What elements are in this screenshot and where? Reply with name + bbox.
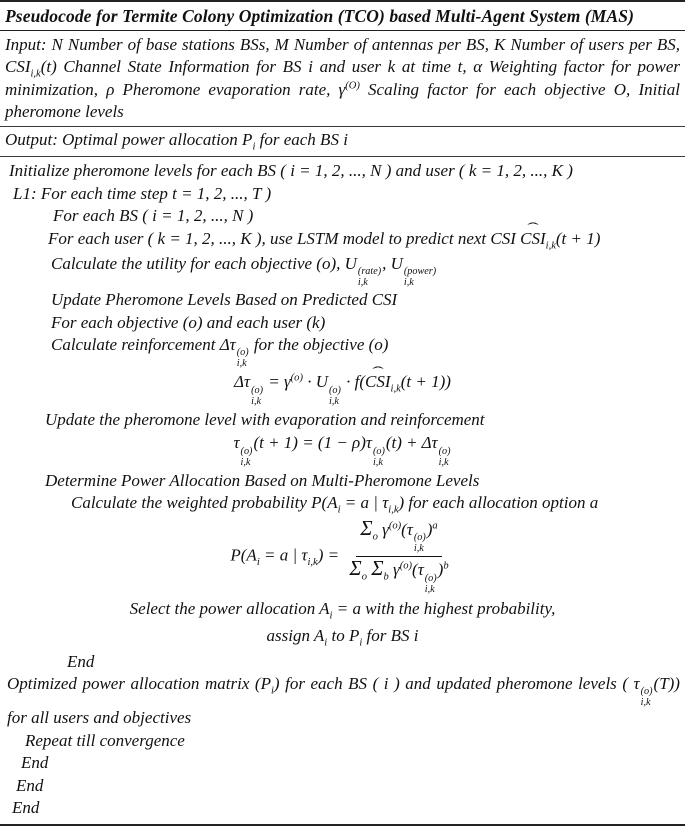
- line-select-allocation: Select the power allocation $A_i = a$ with the highest probability,: [129, 598, 556, 622]
- equation-pheromone-update: τ (o) i,k (t + 1) = (1 − ρ)τ (o) i,k (t) + Δτ (o) i,k: [233, 433, 451, 468]
- line-end-inner-loop: End: [67, 651, 95, 671]
- input-section: [0, 31, 685, 127]
- line-update-pheromone-heading: Update Pheromone Levels Based on Predicted CSI: [51, 290, 398, 310]
- line-end-1: End: [12, 798, 40, 818]
- line-assign-allocation: assign $A_i$ to $P_i$ for BS i: [266, 625, 419, 649]
- equation-reinforcement: Δτ (o) i,k = $\gamma^{(o)} \cdot U$ (o) i,k · f(CSI ˆ$_{i,k}$(t + 1)): [5, 370, 680, 408]
- line-for-each-objective: For each objective (o) and each user (k): [51, 312, 326, 332]
- line-update-pheromone-level: Update the pheromone level with evaporation and reinforcement: [45, 409, 485, 429]
- line-l1-time-loop: L1: For each time step t = 1, 2, ..., T ): [13, 183, 272, 203]
- line-calculate-weighted-probability: Calculate the weighted probability $P(A_i = a$ | $\tau_{i,k}$) for each allocation option a: [71, 493, 599, 516]
- line-calculate-reinforcement: Calculate reinforcement Δτ (o) i,k for the objective (o): [51, 335, 389, 370]
- pseudocode-title: Pseudocode for Termite Colony Optimization (TCO) based Multi-Agent System (MAS): [0, 2, 685, 31]
- pseudocode-body: [0, 157, 685, 824]
- line-repeat-till-convergence: Repeat till convergence: [25, 730, 185, 750]
- input-description: Input: N Number of base stations BSs, M Number of antennas per BS, K Number of users per BS, $CSI_{i,k}(t)$ Channel State Information for BS i and user k at time t, α Weighting factor for power minimization, ρ Pheromone evaporation rate, $\gamma^{(O)}$ Scaling factor for each objective O, Initial pheromone levels: [5, 35, 680, 121]
- line-determine-power-allocation: Determine Power Allocation Based on Multi-Pheromone Levels: [45, 470, 480, 490]
- line-calculate-utility: Calculate the utility for each objective (o), U (rate) i,k , U (power) i,k: [51, 253, 437, 289]
- line-end-3: End: [21, 753, 49, 773]
- line-for-each-bs: For each BS ( i = 1, 2, ..., N ): [53, 206, 254, 226]
- output-section: [0, 127, 685, 157]
- line-optimized-output: Optimized power allocation matrix $(P_i)$ for each BS ( i ) and updated pheromone levels ( τ (o) i,k (T)) for all users and objectives: [7, 674, 680, 728]
- line-end-2: End: [16, 775, 44, 795]
- equation-allocation-probability: $P(A_i = a$ | $\tau_{i,k}$) = $\Sigma_o$ $\gamma^{(o)}(\tau$ (o) i,k )$^a$ $\Sigma_o$ $\Sigma_b$ $\gamma^{(o)}(\tau$ (o) i,k )$^b$: [230, 518, 449, 595]
- line-initialize-pheromone: Initialize pheromone levels for each BS ( i = 1, 2, ..., N ) and user ( k = 1, 2, ..., K ): [9, 161, 573, 181]
- line-for-each-user-lstm: For each user ( k = 1, 2, ..., K ), use LSTM model to predict next CSI CSI ˆ$_{i,k}$(t + 1): [5, 228, 680, 253]
- output-description: Output: Optimal power allocation $P_i$ for each BS i: [5, 130, 348, 153]
